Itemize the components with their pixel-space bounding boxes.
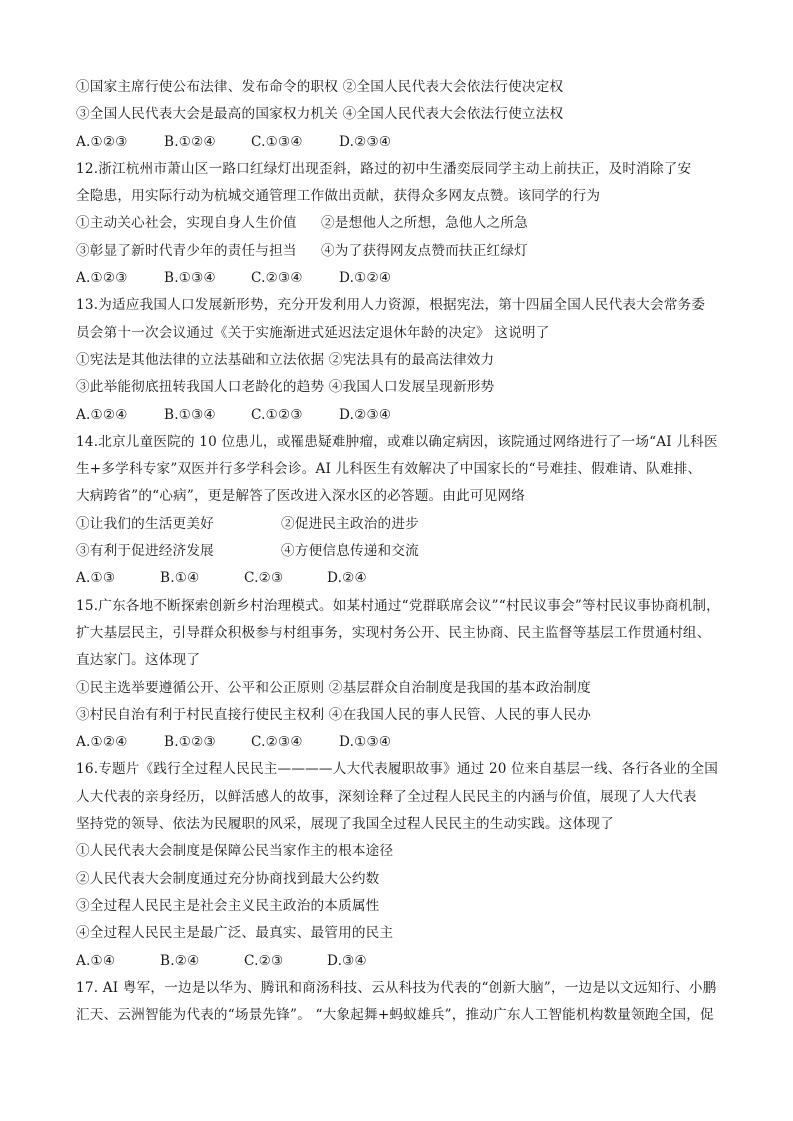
q11-statements-1-2: ①国家主席行使公布法律、发布命令的职权 ②全国人民代表大会依法行使决定权 (76, 79, 564, 95)
q13-statements-1-2: ①宪法是其他法律的立法基础和立法依据 ②宪法具有的最高法律效力 (76, 351, 495, 368)
q11-statements-3-4: ③全国人民代表大会是最高的国家权力机关 ④全国人民代表大会依法行使立法权 (76, 106, 564, 123)
q11-option-a: A.①②③ (76, 133, 128, 150)
q16-statement-3: ③全过程人民民主是社会主义民主政治的本质属性 (76, 897, 380, 914)
q16-stem-line-3: 坚持党的领导、依法为民履职的风采，展现了我国全过程人民民主的生动实践。这体现了 (76, 816, 614, 833)
q14-option-d: D.②④ (327, 570, 367, 587)
q11-option-c: C.①③④ (251, 133, 303, 150)
q15-option-c: C.②③④ (251, 734, 303, 751)
q17-stem-line-1: 17. AI 粤军，一边是以华为、腾讯和商汤科技、云从科技为代表的“创新大脑”，一边是以文远知行、小鹏 (76, 979, 717, 996)
q12-statement-1: ①主动关心社会，实现自身人生价值 (76, 215, 297, 232)
q14-stem-line-3: 大病跨省”的“心病”，更是解答了医改进入深水区的必答题。由此可见网络 (76, 488, 526, 505)
q14-statements-3-4 (76, 538, 736, 565)
q14-statement-2: ②促进民主政治的进步 (281, 515, 419, 532)
q14-stem-line-1: 14.北京儿童医院的 10 位患儿，或罹患疑难肿瘤，或难以确定病因，该院通过网络进行了一场“AI 儿科医 (76, 433, 718, 450)
q15-stem-line-1: 15.广东各地不断探索创新乡村治理模式。如某村通过“党群联席会议”“村民议事会”等村民议事协商机制， (76, 597, 720, 614)
q12-option-a: A.①②③ (76, 270, 128, 287)
q13-stem-line-2: 员会第十一次会议通过《关于实施渐进式延迟法定退休年龄的决定》 这说明了 (76, 324, 550, 341)
q12-stem-line-1: 12.浙江杭州市萧山区一路口红绿灯出现歪斜，路过的初中生潘奕辰同学主动上前扶正，及时消除了安 (76, 160, 692, 177)
q15-statements-3-4: ③村民自治有利于村民直接行使民主权利 ④在我国人民的事人民管、人民的事人民办 (76, 706, 591, 723)
q11-option-d: D.②③④ (339, 133, 392, 150)
q16-stem-line-2: 人大代表的亲身经历，以鲜活感人的故事，深刻诠释了全过程人民民主的内涵与价值，展现了人大代表 (76, 788, 697, 805)
q16-option-a: A.①④ (76, 952, 116, 969)
q12-option-c: C.②③④ (251, 270, 303, 287)
exam-page (76, 74, 736, 1029)
q12-option-b: B.①③④ (164, 270, 216, 287)
q14-statement-4: ④方便信息传递和交流 (281, 543, 419, 560)
q16-statement-2: ②人民代表大会制度通过充分协商找到最大公约数 (76, 870, 380, 887)
q12-stem-line-2: 全隐患，用实际行动为杭城交通管理工作做出贡献，获得众多网友点赞。该同学的行为 (76, 188, 601, 205)
q13-statements-3-4: ③此举能彻底扭转我国人口老龄化的趋势 ④我国人口发展呈现新形势 (76, 379, 495, 396)
q13-stem-line-1: 13.为适应我国人口发展新形势，充分开发利用人力资源，根据宪法，第十四届全国人民代表大会常务委 (76, 297, 706, 314)
q15-statements-1-2: ①民主选举要遵循公开、公平和公正原则 ②基层群众自治制度是我国的基本政治制度 (76, 679, 591, 696)
q12-statement-4: ④为了获得网友点赞而扶正红绿灯 (321, 242, 528, 259)
q14-option-c: C.②③ (244, 570, 284, 587)
q17-stem-line-2: 汇天、云洲智能为代表的“场景先锋”。 “大象起舞+蚂蚁雄兵”，推动广东人工智能机构数量领跑全国，促 (76, 1007, 714, 1024)
q16-statement-4: ④全过程人民民主是最广泛、最真实、最管用的民主 (76, 925, 394, 942)
q13-option-a: A.①②④ (76, 406, 128, 423)
q11-option-b: B.①②④ (164, 133, 216, 150)
q15-stem-line-2: 扩大基层民主，引导群众积极参与村组事务，实现村务公开、民主协商、民主监督等基层工作贯通村组、 (76, 624, 711, 641)
q12-option-d: D.①②④ (339, 270, 392, 287)
q15-option-b: B.①②③ (164, 734, 216, 751)
q12-statements-1-2 (76, 210, 736, 237)
q15-option-d: D.①③④ (339, 734, 392, 751)
q16-statement-1: ①人民代表大会制度是保障公民当家作主的根本途径 (76, 843, 394, 860)
q16-stem-line-1: 16.专题片《践行全过程人民民主————人大代表履职故事》通过 20 位来自基层一线、各行各业的全国 (76, 761, 719, 778)
q14-statements-1-2 (76, 511, 736, 538)
q14-statement-1: ①让我们的生活更美好 (76, 515, 214, 532)
q14-statement-3: ③有利于促进经济发展 (76, 543, 214, 560)
q13-option-b: B.①③④ (164, 406, 216, 423)
q13-options (76, 402, 736, 429)
q14-options (76, 565, 736, 592)
q16-option-c: C.②③ (244, 952, 284, 969)
q15-options (76, 729, 736, 756)
q12-options (76, 265, 736, 292)
q16-options (76, 948, 736, 975)
q14-option-a: A.①③ (76, 570, 116, 587)
q15-stem-line-3: 直达家门。这体现了 (76, 652, 201, 669)
q13-option-c: C.①②③ (251, 406, 303, 423)
q12-statements-3-4 (76, 238, 736, 265)
q13-option-d: D.②③④ (339, 406, 392, 423)
q11-options (76, 129, 736, 156)
q14-option-b: B.①④ (160, 570, 200, 587)
q15-option-a: A.①②④ (76, 734, 128, 751)
q12-statement-2: ②是想他人之所想，急他人之所急 (321, 215, 528, 232)
q12-statement-3: ③彰显了新时代青少年的责任与担当 (76, 242, 297, 259)
q16-option-d: D.③④ (327, 952, 367, 969)
q14-stem-line-2: 生+多学科专家”双医并行多学科会诊。AI 儿科医生有效解决了中国家长的“号难挂、假难请、队难排、 (76, 461, 702, 478)
q16-option-b: B.②④ (160, 952, 200, 969)
